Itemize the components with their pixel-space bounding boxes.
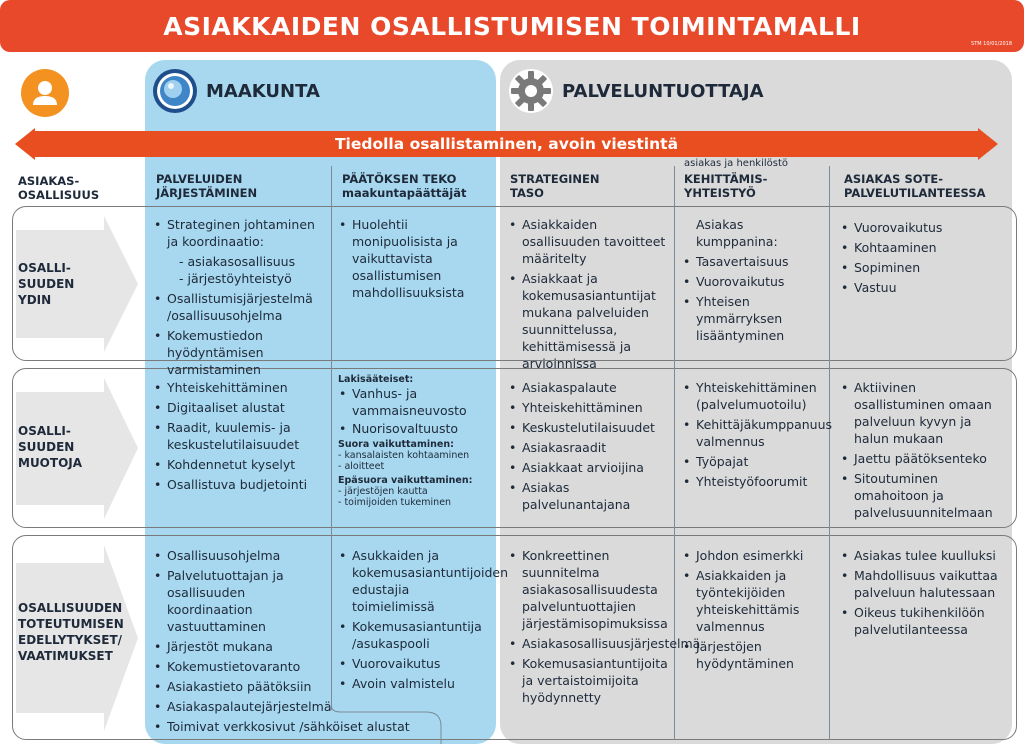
- person-icon: [21, 69, 69, 117]
- list-item: • Osallistumisjärjestelmä /osallisuusohjelma: [153, 290, 328, 324]
- list-item: • Vanhus- ja vammaisneuvosto: [338, 385, 493, 419]
- cell-muotoja-jarjestaminen: [153, 379, 328, 496]
- globe-icon: [152, 68, 198, 114]
- list-item: • Vuorovaikutus: [338, 655, 493, 672]
- cell-edellytykset-palvelutilanne: [840, 547, 1012, 641]
- col-subheader-asiakas-henkilosto: asiakas ja henkilöstö: [684, 158, 789, 169]
- column-divider: [331, 166, 332, 710]
- list-item: • Yhteistyöfoorumit: [682, 473, 822, 490]
- list-item: • Keskustelutilaisuudet: [508, 419, 670, 436]
- list-item: • Sopiminen: [840, 259, 1010, 276]
- col-header-asiakas-sote: ASIAKAS SOTE- PALVELUTILANTEESSA: [844, 172, 986, 200]
- list-item: • Oikeus tukihenkilöön palvelutilanteessa: [840, 604, 1012, 638]
- list-item: • Asukkaiden ja kokemusasiantuntijoiden edustajia toimielimissä: [338, 547, 493, 615]
- palveluntuottaja-heading: PALVELUNTUOTTAJA: [562, 81, 764, 102]
- list-item: - kansalaisten kohtaaminen: [338, 450, 470, 461]
- list-item: • Mahdollisuus vaikuttaa palveluun halutessaan: [840, 567, 1012, 601]
- list-item: - toimijoiden tukeminen: [338, 497, 452, 508]
- col-header-kehittamisyhteistyo: KEHITTÄMIS- YHTEISTYÖ: [684, 172, 768, 200]
- list-item: • Asiakaspalautejärjestelmä: [153, 698, 329, 715]
- list-item: • Avoin valmistelu: [338, 675, 493, 692]
- list-item: • Tasavertaisuus: [682, 253, 826, 270]
- list-item: • Kokemusasiantuntija /asukaspooli: [338, 618, 493, 652]
- list-item: • Yhteiskehittäminen: [153, 379, 328, 396]
- list-item: • Kohtaaminen: [840, 239, 1010, 256]
- direct-heading: Suora vaikuttaminen:: [338, 439, 454, 450]
- col-header-paatoksen-teko: PÄÄTÖKSEN TEKO maakuntapäättäjät: [342, 172, 467, 200]
- law-heading: Lakisääteiset:: [338, 374, 414, 385]
- list-item: - asiakasosallisuus: [179, 254, 296, 269]
- cell-edellytykset-strateginen: [508, 547, 701, 709]
- cell-ydin-strateginen: [508, 216, 670, 375]
- page-title: ASIAKKAIDEN OSALLISTUMISEN TOIMINTAMALLI: [163, 11, 861, 41]
- cell-muotoja-strateginen: [508, 379, 670, 516]
- col-header-palveluiden-jarjestaminen: PALVELUIDEN JÄRJESTÄMINEN: [156, 172, 258, 200]
- cell-ydin-palvelutilanne: [840, 219, 1010, 299]
- list-item: • Vuorovaikutus: [840, 219, 1010, 236]
- list-item: • Asiakkaat ja kokemusasiantuntijat mukana palveluiden suunnittelussa, kehittämisessä ja arvioinnissa: [508, 270, 670, 372]
- list-item: • Konkreettinen suunnitelma asiakasosallisuudesta palveluntuottajien järjestämisopimuksissa: [508, 547, 668, 632]
- list-item: • Vuorovaikutus: [682, 273, 826, 290]
- list-item: • Kehittäjäkumppanuus valmennus: [682, 416, 822, 450]
- list-item: • Palvelutuottajan ja osallisuuden koordinaation vastuuttaminen: [153, 567, 329, 635]
- row-label-ydin: OSALLI- SUUDEN YDIN: [18, 261, 75, 307]
- list-item: • Asiakasosallisuusjärjestelmä: [508, 635, 668, 652]
- list-item: • Asiakas palvelunantajana: [508, 479, 670, 513]
- list-item: - järjestöjen kautta: [338, 486, 428, 497]
- list-item: • Asiakkaiden osallisuuden tavoitteet määritelty: [508, 216, 670, 267]
- title-banner: [0, 0, 1024, 52]
- list-item: • Jaettu päätöksenteko: [840, 450, 1010, 467]
- cell-edellytykset-kehittamis: [682, 547, 822, 675]
- col-header-asiakasosallisuus: ASIAKAS- OSALLISUUS: [18, 174, 100, 202]
- list-item: • Asiakkaat arvioijina: [508, 459, 670, 476]
- cell-ydin-kehittamis: [682, 216, 826, 347]
- cell-ydin-paatoksenteko: [338, 216, 488, 304]
- list-item: • Raadit, kuulemis- ja keskustelutilaisuudet: [153, 419, 328, 453]
- maakunta-heading: MAAKUNTA: [206, 81, 320, 102]
- list-item: • Johdon esimerkki: [682, 547, 822, 564]
- cell-ydin-jarjestaminen: [153, 216, 328, 381]
- list-item: - järjestöyhteistyö: [179, 271, 292, 286]
- list-item: • Järjestöt mukana: [153, 638, 329, 655]
- list-item: • Kokemustietovaranto: [153, 658, 329, 675]
- list-item: • Toimivat verkkosivut /sähköiset alustat: [153, 718, 437, 735]
- list-item: • Osallisuusohjelma: [153, 547, 329, 564]
- list-item: • Aktiivinen osallistuminen omaan palveluun kyvyn ja halun mukaan: [840, 379, 1010, 447]
- list-item: • Työpajat: [682, 453, 822, 470]
- list-item: Asiakas kumppanina:: [696, 217, 778, 249]
- list-item: • Digitaaliset alustat: [153, 399, 328, 416]
- list-item: - aloitteet: [338, 461, 385, 472]
- column-divider: [674, 166, 675, 740]
- cell-muotoja-kehittamis: [682, 379, 833, 493]
- document-code: STM 10/01/2018: [971, 41, 1012, 47]
- list-item: • Kohdennetut kyselyt: [153, 456, 328, 473]
- list-item: • Strateginen johtaminen ja koordinaatio:: [153, 216, 328, 250]
- list-item: • Huolehtii monipuolisista ja vaikuttavista osallistumisen mahdollisuuksista: [338, 216, 488, 301]
- list-item: • Nuorisovaltuusto: [338, 420, 493, 437]
- list-item: • Vastuu: [840, 279, 1010, 296]
- indirect-heading: Epäsuora vaikuttaminen:: [338, 475, 473, 486]
- band-text: Tiedolla osallistaminen, avoin viestintä: [334, 135, 679, 153]
- list-item: • Yhteiskehittäminen (palvelumuotoilu): [682, 379, 822, 413]
- list-item: • Sitoutuminen omahoitoon ja palvelusuunnitelmaan: [840, 470, 1010, 521]
- list-item: • Yhteiskehittäminen: [508, 399, 670, 416]
- cell-muotoja-palvelutilanne: [840, 379, 1010, 524]
- list-item: • Asiakasraadit: [508, 439, 670, 456]
- list-item: • Asiakaspalaute: [508, 379, 670, 396]
- gear-icon: [508, 68, 554, 114]
- list-item: • Asiakas tulee kuulluksi: [840, 547, 1012, 564]
- column-divider: [829, 166, 830, 740]
- list-item: • Asiakastieto päätöksiin: [153, 678, 329, 695]
- list-item: • Kokemustiedon hyödyntämisen varmistaminen: [153, 327, 328, 378]
- list-item: • Osallistuva budjetointi: [153, 476, 328, 493]
- list-item: • Järjestöjen hyödyntäminen: [682, 638, 822, 672]
- cell-muotoja-paatoksenteko: [338, 374, 493, 508]
- col-header-strateginen-taso: STRATEGINEN TASO: [510, 172, 600, 200]
- row-label-muotoja: OSALLI- SUUDEN MUOTOJA: [18, 424, 83, 470]
- list-item: • Asiakkaiden ja työntekijöiden yhteiskehittämis valmennus: [682, 567, 822, 635]
- row-label-edellytykset: OSALLISUUDEN TOTEUTUMISEN EDELLYTYKSET/ VAATIMUKSET: [18, 601, 124, 663]
- list-item: • Kokemusasiantuntijoita ja vertaistoimijoita hyödynnetty: [508, 655, 668, 706]
- list-item: • Yhteisen ymmärryksen lisääntyminen: [682, 293, 826, 344]
- cell-edellytykset-paatoksenteko: [338, 547, 509, 695]
